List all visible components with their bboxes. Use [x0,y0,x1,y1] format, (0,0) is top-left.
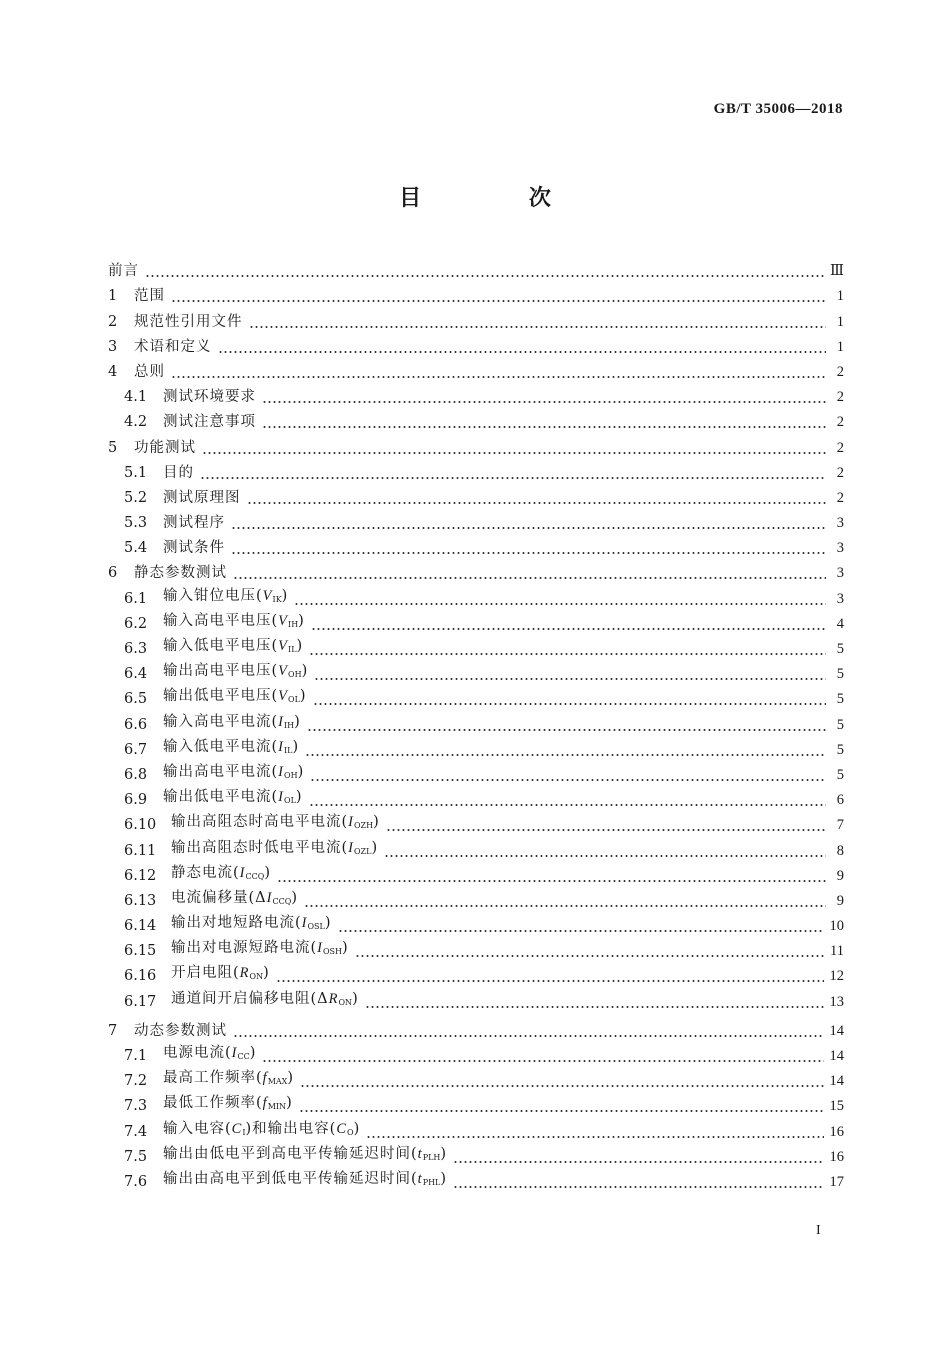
toc-entry-label: 输出低电平电流$(I_{OL})$ [163,789,303,806]
toc-entry[interactable] [108,1170,844,1195]
toc-entry-number: 6.6 [124,716,148,733]
toc-entry-number: 6.9 [124,792,148,809]
toc-entry-label: 电源电流$(I_{CC})$ [163,1045,257,1061]
toc-entry-label: 静态参数测试 [134,565,227,582]
toc-entry-number: 4 [108,363,118,380]
toc-entry-page: 2 [836,363,844,380]
dot-leader [304,904,826,908]
toc-entry-label: 输出高电平电压$(V_{OH})$ [163,663,309,680]
dot-leader [310,778,826,782]
toc-entry-number: 6.2 [124,615,148,632]
dot-leader [231,551,826,555]
toc-entry-page: 3 [836,515,844,532]
toc-entry-number: 4.1 [124,389,148,406]
dot-leader [299,1109,824,1113]
toc-entry-number: 5.4 [124,540,148,557]
toc-entry-page: 2 [836,439,844,456]
toc-entry-label: 测试原理图 [163,489,241,506]
toc-entry-page: 2 [836,464,844,481]
toc-entry-label: 输入高电平电压$(V_{IH})$ [163,612,305,629]
toc-entry-page: 5 [836,766,844,783]
dot-leader [249,325,827,329]
toc-entry-label: 输出低电平电压$(V_{OL})$ [163,688,307,705]
toc-entry-label: 最高工作频率$(f_{MAX})$ [163,1070,295,1087]
toc-entry-number: 6.1 [124,590,148,607]
toc-entry-number: 4.2 [124,414,148,431]
toc-entry-page: 8 [836,842,844,859]
toc-entry-number: 6.7 [124,741,148,758]
toc-entry-page: 5 [836,716,844,733]
toc-entry-page: 16 [829,1123,844,1140]
toc-entry[interactable] [108,410,844,435]
toc-entry-page: 5 [836,666,844,683]
dot-leader [262,1059,823,1063]
toc-entry[interactable] [108,461,844,486]
toc-entry-page: 10 [829,918,844,935]
toc-entry-number: 2 [108,313,118,330]
toc-entry-label: 最低工作频率$(f_{MIN})$ [163,1095,293,1112]
dot-leader [366,1135,823,1139]
toc-entry-page: 3 [836,565,844,582]
dot-leader [307,728,826,732]
dot-leader [309,652,826,656]
toc-entry-page: 2 [836,414,844,431]
toc-entry[interactable] [108,385,844,410]
toc-entry-number: 5 [108,439,118,456]
toc-entry-label: 测试注意事项 [163,414,256,431]
toc-entry-label: 目的 [163,464,194,481]
toc-entry[interactable] [108,259,844,284]
toc-entry-page: Ⅲ [830,263,844,280]
page-number: I [816,1223,821,1238]
toc-entry-label: 范围 [134,288,165,305]
toc-entry-number: 7.5 [124,1148,148,1165]
toc-entry-page: 2 [836,389,844,406]
toc-entry-page: 9 [836,892,844,909]
dot-leader [365,1005,824,1009]
page-title: 目 次 [399,186,601,211]
toc-entry-number: 6.14 [124,918,157,935]
toc-entry-number: 6.13 [124,892,157,909]
dot-leader [311,627,826,631]
dot-leader [277,879,826,883]
toc-entry-page: 14 [829,1073,844,1090]
toc-entry-label: 动态参数测试 [134,1022,227,1039]
toc-entry[interactable] [108,486,844,511]
toc-entry-page: 7 [836,817,844,834]
dot-leader [305,753,826,757]
toc-entry-label: 输出高阻态时高电平电流$(I_{OZH})$ [171,814,380,831]
toc-entry[interactable] [108,335,844,360]
toc-entry-page: 3 [836,590,844,607]
toc-entry-number: 1 [108,288,118,305]
toc-entry-number: 7.6 [124,1173,148,1190]
toc-entry-label: 电流偏移量$(\Delta I_{CCQ})$ [171,889,298,906]
toc-entry-label: 输出对地短路电流$(I_{OSL})$ [171,915,332,932]
toc-entry-number: 7.2 [124,1073,148,1090]
dot-leader [384,854,826,858]
dot-leader [309,803,826,807]
toc-entry-number: 7.3 [124,1098,148,1115]
toc-entry-number: 6.16 [124,968,157,985]
toc-entry-page: 3 [836,540,844,557]
toc-entry-page: 12 [829,968,844,985]
toc-entry-label: 静态电流$(I_{CCQ})$ [171,864,271,881]
toc-entry[interactable] [108,989,844,1014]
toc-entry-label: 通道间开启偏移电阻$(\Delta R_{ON})$ [171,990,359,1007]
toc-entry-page: 5 [836,691,844,708]
toc-entry-number: 6.11 [124,842,157,859]
toc-entry-number: 6.10 [124,817,157,834]
dot-leader [276,979,824,983]
toc-entry-label: 输入低电平电压$(V_{IL})$ [163,638,304,654]
toc-entry-label: 输出对电源短路电流$(I_{OSH})$ [171,940,349,957]
toc-entry-label: 术语和定义 [134,338,212,355]
toc-entry-number: 6.12 [124,867,157,884]
toc-entry-number: 6 [108,565,118,582]
toc-entry-page: 1 [836,313,844,330]
toc-entry-page: 9 [836,867,844,884]
toc-entry-label: 输出高电平电流$(I_{OH})$ [163,763,305,780]
dot-leader [453,1185,823,1189]
toc-entry[interactable] [108,309,844,334]
toc-entry-label: 总则 [134,363,165,380]
toc-entry-page: 2 [836,489,844,506]
dot-leader [231,526,826,530]
toc-entry-number: 6.4 [124,666,148,683]
toc-entry-page: 11 [830,943,844,960]
dot-leader [262,400,826,404]
dot-leader [202,451,826,455]
dot-leader [313,702,826,706]
toc-entry-label: 功能测试 [134,439,196,456]
toc-entry-number: 6.3 [124,641,148,657]
dot-leader [453,1160,823,1164]
table-of-contents [108,259,844,1195]
toc-entry-number: 7.4 [124,1123,148,1140]
toc-entry-page: 6 [836,792,844,809]
toc-entry-number: 5.3 [124,515,148,532]
toc-entry-label: 测试程序 [163,515,225,532]
toc-entry-page: 5 [836,641,844,657]
toc-entry-page: 4 [836,615,844,632]
toc-entry-page: 14 [829,1048,844,1064]
toc-entry-page: 13 [829,993,844,1010]
toc-entry-number: 3 [108,338,118,355]
toc-entry-label: 测试条件 [163,540,225,557]
toc-entry-number: 5.1 [124,464,148,481]
toc-entry-page: 1 [836,288,844,305]
toc-entry[interactable] [108,360,844,385]
toc-entry[interactable] [108,536,844,561]
toc-entry-number: 6.15 [124,943,157,960]
toc-entry-page: 14 [829,1022,844,1039]
dot-leader [262,425,826,429]
dot-leader [338,929,824,933]
dot-leader [294,602,826,606]
toc-entry-label: 输出由低电平到高电平传输延迟时间$(t_{PLH})$ [163,1145,448,1162]
dot-leader [171,375,826,379]
dot-leader [233,1034,824,1038]
toc-entry-label: 输入钳位电压$(V_{IK})$ [163,587,289,604]
toc-entry-label: 输出由高电平到低电平传输延迟时间$(t_{PHL})$ [163,1170,448,1187]
dot-leader [386,828,826,832]
toc-entry-page: 1 [836,338,844,355]
toc-entry-number: 6.5 [124,691,148,708]
toc-entry-label: 输入电容$(C_I)$和输出电容$(C_O)$ [163,1120,361,1137]
dot-leader [247,501,827,505]
toc-entry-label: 规范性引用文件 [134,313,243,330]
dot-leader [218,350,827,354]
toc-entry[interactable] [108,511,844,536]
toc-entry-label: 测试环境要求 [163,389,256,406]
toc-entry[interactable] [108,435,844,460]
dot-leader [171,299,826,303]
toc-entry-number: 6.17 [124,993,157,1010]
dot-leader [200,476,826,480]
dot-leader [145,274,824,278]
toc-entry-number: 6.8 [124,766,148,783]
toc-entry-label: 前言 [108,263,139,280]
toc-entry-label: 输出高阻态时低电平电流$(I_{OZL})$ [171,839,379,856]
dot-leader [300,1084,823,1088]
toc-entry-label: 输入高电平电流$(I_{IH})$ [163,713,301,730]
toc-entry-page: 15 [829,1098,844,1115]
toc-entry-number: 7.1 [124,1048,148,1064]
toc-entry-number: 7 [108,1022,118,1039]
standard-number: GB/T 35006—2018 [713,101,843,117]
dot-leader [314,677,826,681]
dot-leader [355,954,824,958]
dot-leader [233,576,826,580]
toc-entry-page: 16 [829,1148,844,1165]
toc-entry[interactable] [108,284,844,309]
toc-entry-page: 17 [829,1173,844,1190]
toc-entry-label: 开启电阻$(R_{ON})$ [171,965,270,982]
toc-entry-number: 5.2 [124,489,148,506]
toc-entry-page: 5 [836,741,844,758]
toc-entry-label: 输入低电平电流$(I_{IL})$ [163,738,300,755]
